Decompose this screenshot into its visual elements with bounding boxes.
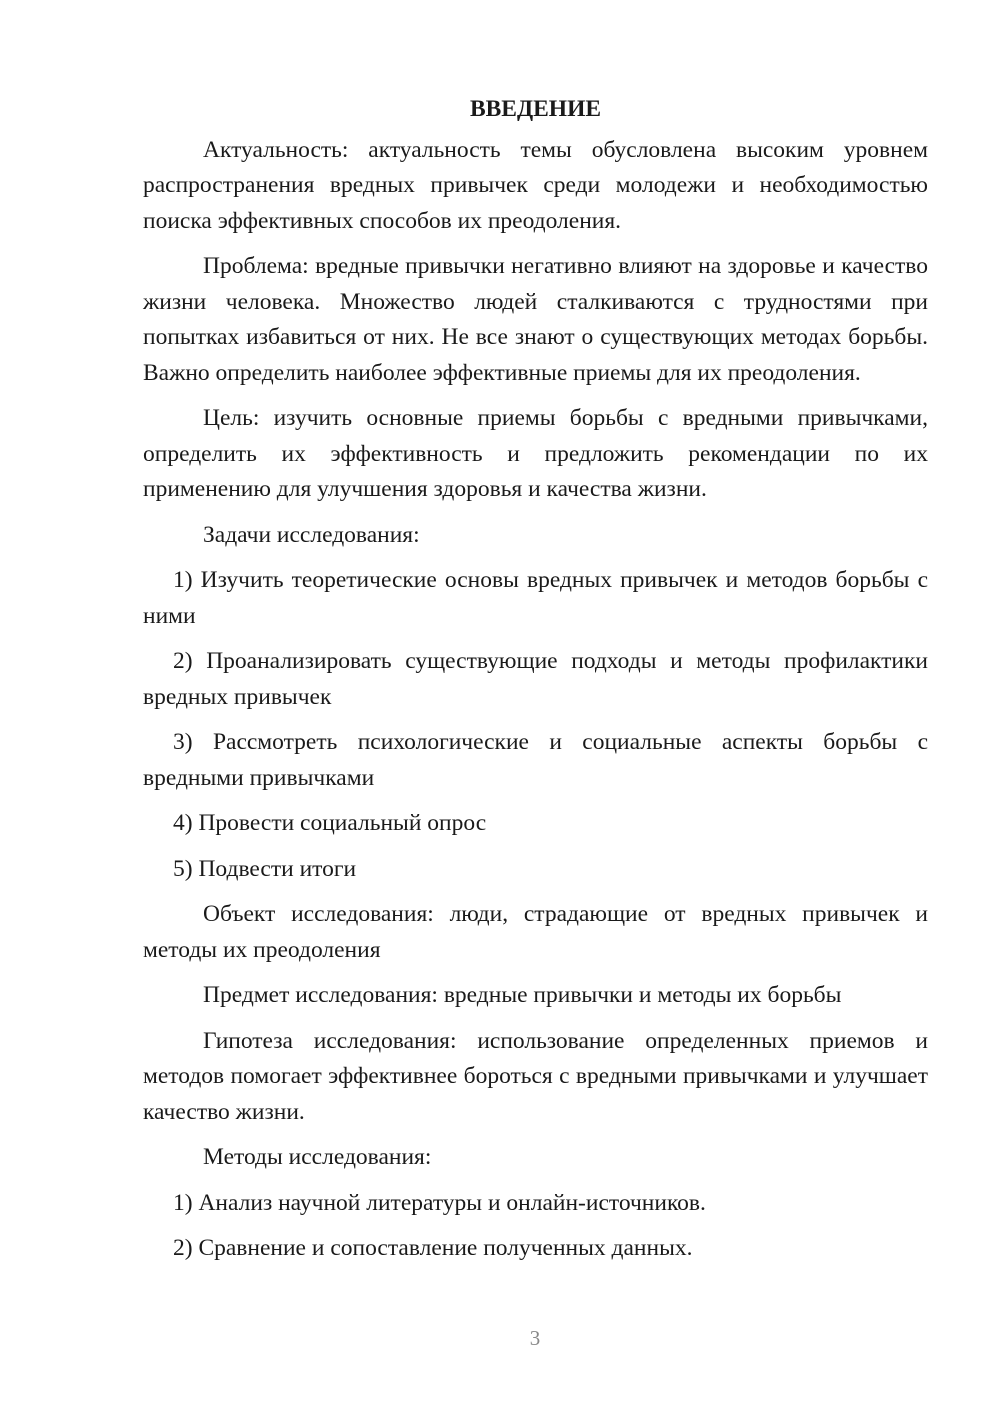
page-number: 3 — [529, 1326, 541, 1350]
task-item-3: 3) Рассмотреть психологические и социальные аспекты борьбы с вредными привычками — [143, 729, 928, 791]
task-item-4: 4) Провести социальный опрос — [173, 810, 487, 836]
tasks-title: Задачи исследования: — [203, 521, 420, 548]
task-item-1: 1) Изучить теоретические основы вредных привычек и методов борьбы с ними — [143, 567, 928, 629]
method-item-1: 1) Анализ научной литературы и онлайн-источников. — [173, 1189, 706, 1216]
method-item-2: 2) Сравнение и сопоставление полученных данных. — [173, 1235, 693, 1261]
goal-paragraph: Цель: изучить основные приемы борьбы с вредными привычками, определить их эффективность и предложить рекомендации по их применению для улучшения здоровья и качества жизни. — [143, 405, 928, 502]
task-item-2: 2) Проанализировать существующие подходы и методы профилактики вредных привычек — [143, 648, 928, 710]
section-heading: ВВЕДЕНИЕ — [469, 96, 602, 122]
relevance-paragraph: Актуальность: актуальность темы обусловлена высоким уровнем распространения вредных привычек среди молодежи и необходимостью поиска эффективных способов их преодоления. — [143, 136, 928, 234]
task-item-5: 5) Подвести итоги — [173, 855, 357, 882]
problem-paragraph: Проблема: вредные привычки негативно влияют на здоровье и качество жизни человека. Множество людей сталкиваются с трудностями при попытках избавиться от них. Не все знают о существующих методах борьбы. Важно определить наиболее эффективные приемы для их преодоления. — [143, 253, 928, 386]
subject-paragraph: Предмет исследования: вредные привычки и методы их борьбы — [203, 982, 842, 1008]
hypothesis-paragraph: Гипотеза исследования: использование определенных приемов и методов помогает эффективнее бороться с вредными привычками и улучшает качество жизни. — [143, 1027, 928, 1125]
methods-title: Методы исследования: — [203, 1144, 432, 1170]
page-content — [143, 92, 928, 1277]
object-paragraph: Объект исследования: люди, страдающие от вредных привычек и методы их преодоления — [143, 901, 928, 963]
